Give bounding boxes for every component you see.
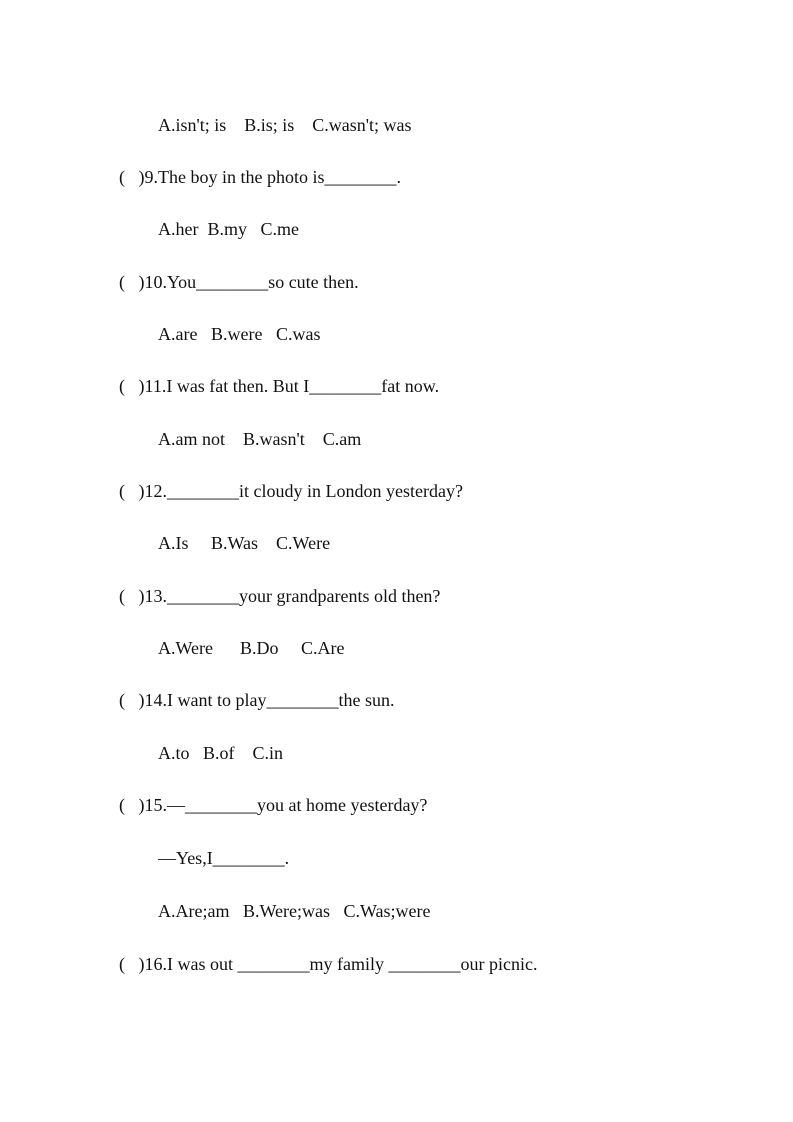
question-12: ( )12.________it cloudy in London yesterday? <box>119 481 463 501</box>
question-13-options: A.Were B.Do C.Are <box>158 638 345 658</box>
question-9-options: A.her B.my C.me <box>158 219 299 239</box>
question-14-options: A.to B.of C.in <box>158 743 284 763</box>
question-10-options: A.are B.were C.was <box>158 324 321 344</box>
question-11: ( )11.I was fat then. But I________fat now. <box>119 376 440 396</box>
question-9: ( )9.The boy in the photo is________. <box>119 167 401 187</box>
question-16: ( )16.I was out ________my family ________our picnic. <box>119 954 538 974</box>
question-14: ( )14.I want to play________the sun. <box>119 690 395 710</box>
question-10: ( )10.You________so cute then. <box>119 272 359 292</box>
question-13: ( )13.________your grandparents old then? <box>119 586 441 606</box>
question-15: ( )15.—________you at home yesterday? <box>119 795 428 815</box>
question-8-options: A.isn't; is B.is; is C.wasn't; was <box>158 115 412 135</box>
question-11-options: A.am not B.wasn't C.am <box>158 429 362 449</box>
question-15-response: —Yes,I________. <box>158 848 290 868</box>
question-12-options: A.Is B.Was C.Were <box>158 533 331 553</box>
question-15-options: A.Are;am B.Were;was C.Was;were <box>158 901 431 921</box>
